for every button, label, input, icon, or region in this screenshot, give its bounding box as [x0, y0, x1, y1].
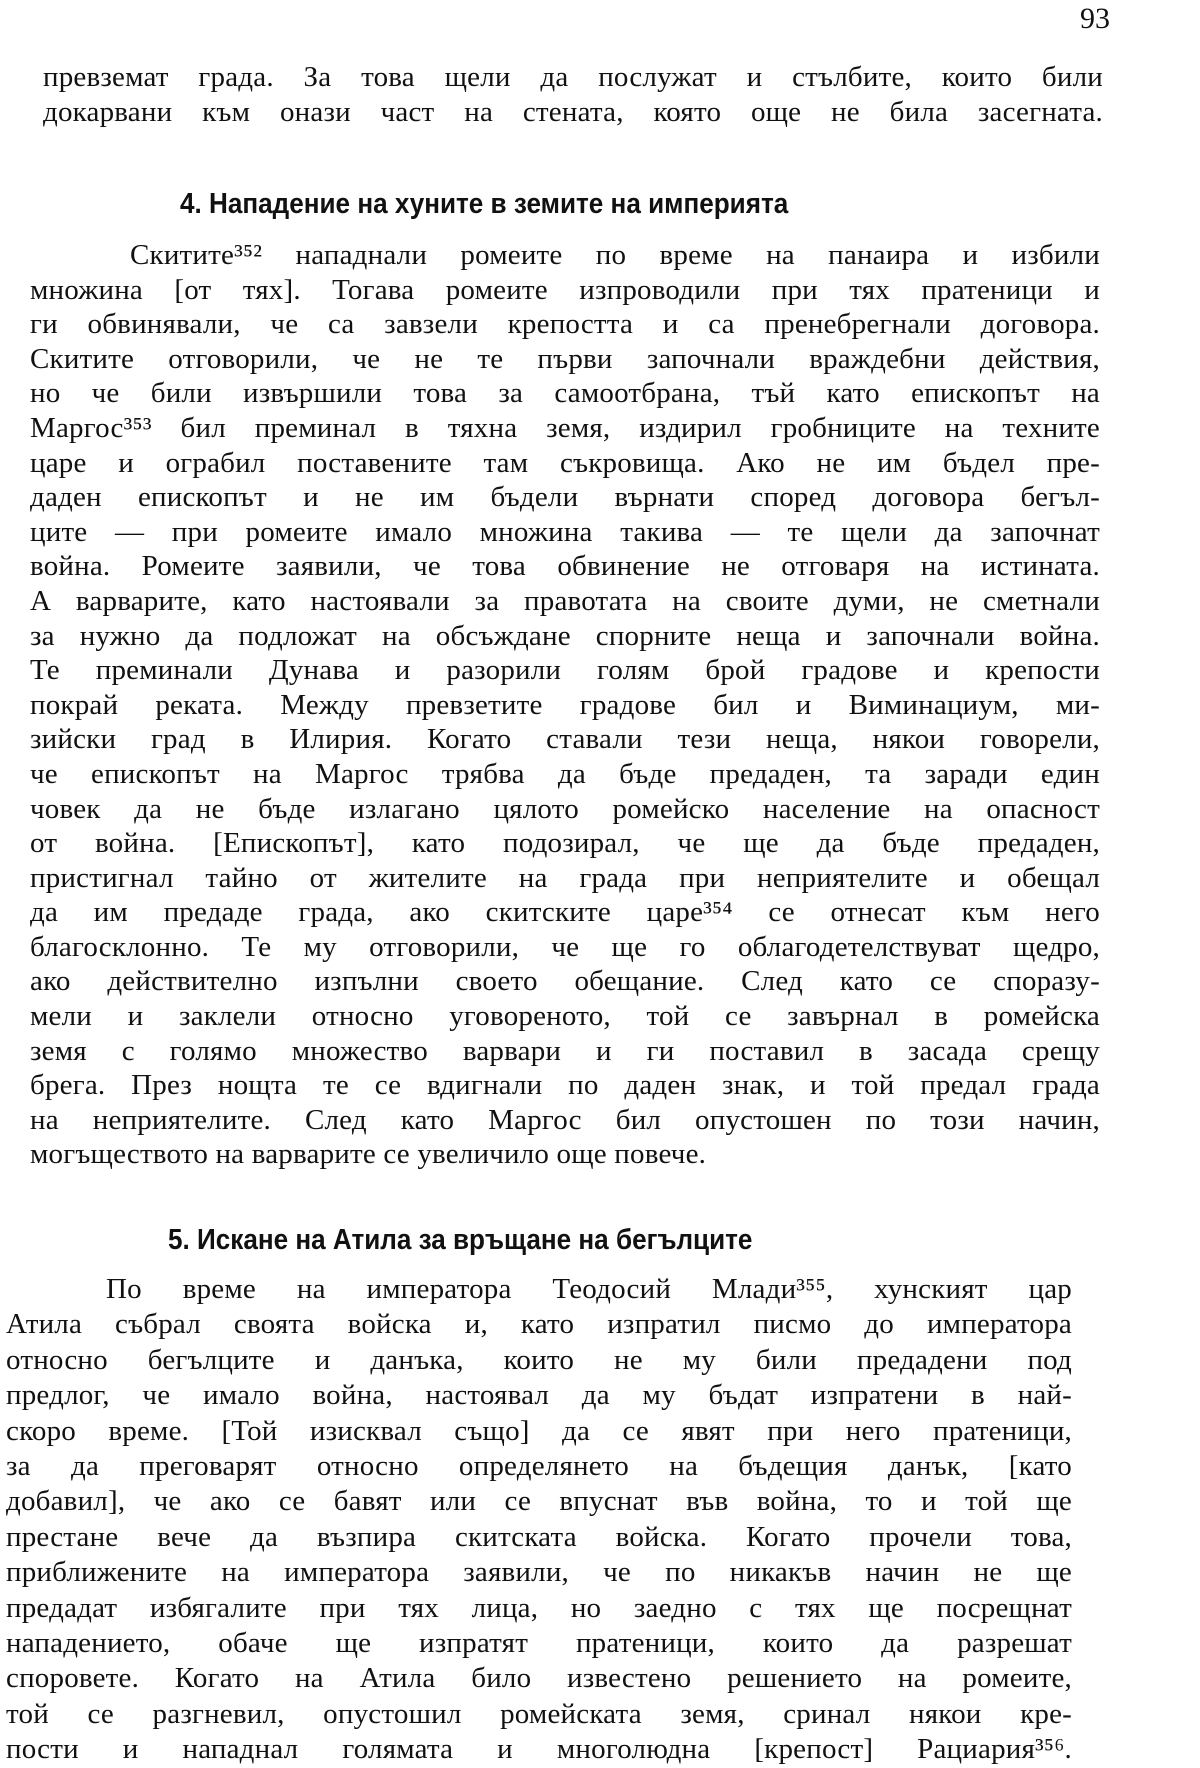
text-line: за да преговарят относно определянето на бъдещия данък, [като: [6, 1449, 1072, 1482]
text-line: могъществото на варварите се увеличило още повече.: [30, 1138, 707, 1171]
text-line: превземат града. За това щели да послужат и стълбите, които били: [43, 61, 1103, 93]
text-line: земя с голямо множество варвари и ги поставил в засада срещу: [30, 1034, 1100, 1067]
text-line: да им предаде града, ако скитските царе³⁵⁴ се отнесат към него: [30, 896, 1100, 929]
text-line: зийски град в Илирия. Когато ставали тези неща, някои говорели,: [30, 723, 1100, 756]
text-line: Скитите отговорили, че не те първи започнали враждебни действия,: [30, 342, 1100, 375]
text-line: мели и заклели относно уговореното, той се завърнал в ромейска: [30, 1000, 1100, 1033]
text-line: на неприятелите. След като Маргос бил опустошен по този начин,: [30, 1103, 1100, 1136]
text-line: докарвани към онази част на стената, която още не била засегната.: [43, 95, 1103, 128]
text-line: пости и нападнал голямата и многолюдна [крепост] Рациария³⁵⁶.: [6, 1733, 1072, 1766]
text-line: благосклонно. Те му отговорили, че ще го облагодетелствуват щедро,: [30, 930, 1100, 963]
text-line: Скитите³⁵² нападнали ромеите по време на панаира и избили: [130, 239, 1100, 271]
section-heading-5: 5. Искане на Атила за връщане на бегълците: [168, 1224, 753, 1256]
text-line: даден епископът и не им бъдели върнати според договора бегъл-: [30, 481, 1100, 514]
text-line: скоро време. [Той изисквал също] да се явят при него пратеници,: [6, 1414, 1072, 1447]
text-line: пристигнал тайно от жителите на града при неприятелите и обещал: [30, 861, 1100, 894]
text-line: А варварите, като настоявали за правотата на своите думи, не сметнали: [30, 584, 1100, 617]
text-line: за нужно да подложат на обсъждане спорните неща и започнали война.: [30, 619, 1100, 652]
text-line: покрай реката. Между превзетите градове бил и Виминациум, ми-: [30, 688, 1100, 721]
text-line: приближените на императора заявили, че по никакъв начин не ще: [6, 1556, 1072, 1589]
text-line: той се разгневил, опустошил ромейската земя, сринал някои кре-: [6, 1697, 1072, 1730]
text-line: споровете. Когато на Атила било известено решението на ромеите,: [6, 1662, 1072, 1695]
text-line: престане вече да възпира скитската войска. Когато прочели това,: [6, 1520, 1072, 1553]
text-line: ги обвинявали, че са завзели крепостта и са пренебрегнали договора.: [30, 308, 1100, 341]
text-line: добавил], че ако се бавят или се впуснат във война, то и той ще: [6, 1485, 1072, 1518]
text-line: война. Ромеите заявили, че това обвинение не отговаря на истината.: [30, 550, 1100, 583]
text-line: ците — при ромеите имало множина такива — те щели да започнат: [30, 515, 1100, 548]
text-line: относно бегълците и данъка, които не му били предадени под: [6, 1343, 1072, 1376]
text-line: предадат избягалите при тях лица, но заедно с тях ще посрещнат: [6, 1591, 1072, 1624]
section-5-paragraph: [6, 1272, 1072, 1767]
text-line: Маргос³⁵³ бил преминал в тяхна земя, издирил гробниците на техните: [30, 411, 1100, 444]
intro-paragraph: [43, 60, 1103, 129]
text-line: Атила събрал своята войска и, като изпратил писмо до императора: [6, 1308, 1072, 1341]
text-line: че епископът на Маргос трябва да бъде предаден, та заради един: [30, 757, 1100, 790]
section-heading-4: 4. Нападение на хуните в земите на империята: [180, 188, 789, 220]
text-line: нападението, обаче ще изпратят пратеници, които да разрешат: [6, 1626, 1072, 1659]
text-line: царе и ограбил поставените там съкровища. Ако не им бъдел пре-: [30, 446, 1100, 479]
text-line: множина [от тях]. Тогава ромеите изпроводили при тях пратеници и: [30, 273, 1100, 306]
text-line: По време на императора Теодосий Млади³⁵⁵, хунският цар: [106, 1273, 1072, 1305]
page-number: 93: [1080, 2, 1110, 35]
text-line: но че били извършили това за самоотбрана, тъй като епископът на: [30, 377, 1100, 410]
text-line: предлог, че имало война, настоявал да му бъдат изпратени в най-: [6, 1379, 1072, 1412]
text-line: Те преминали Дунава и разорили голям брой градове и крепости: [30, 654, 1100, 687]
text-line: ако действително изпълни своето обещание. След като се споразу-: [30, 965, 1100, 998]
section-4-paragraph: [30, 238, 1100, 1172]
text-line: от война. [Епископът], като подозирал, че ще да бъде предаден,: [30, 827, 1100, 860]
text-line: човек да не бъде излагано цялото ромейско население на опасност: [30, 792, 1100, 825]
text-line: брега. През нощта те се вдигнали по даден знак, и той предал града: [30, 1069, 1100, 1102]
